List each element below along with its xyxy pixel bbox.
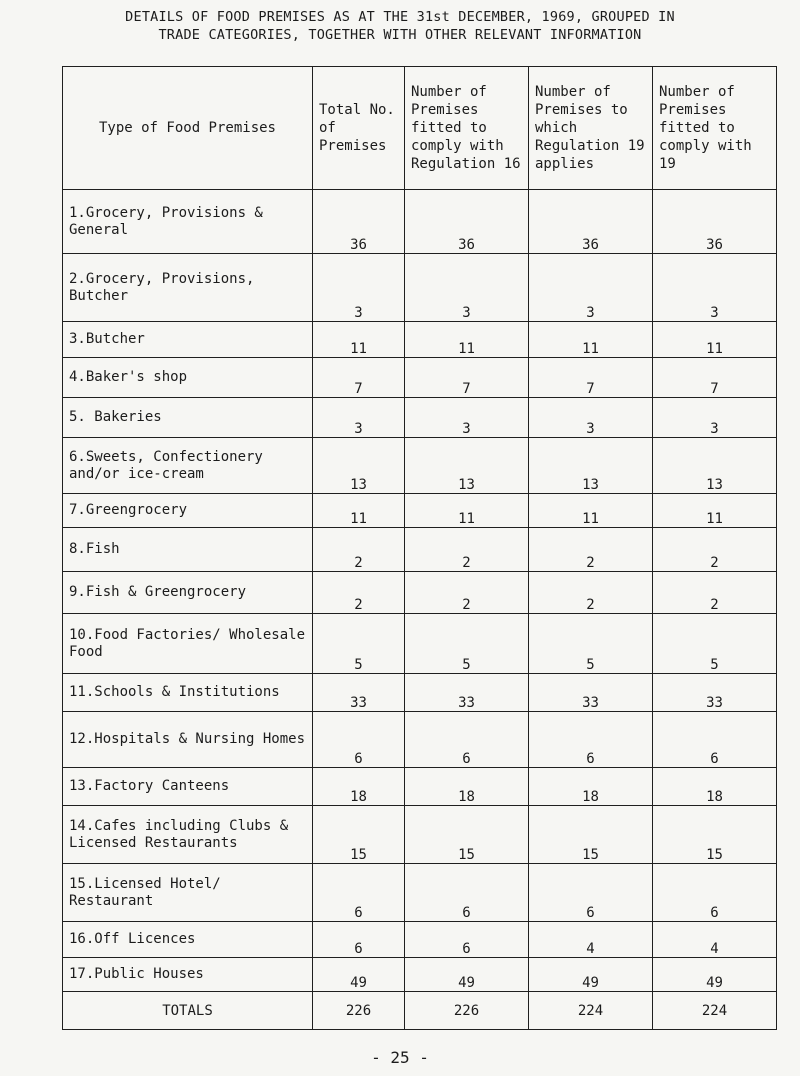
row-value-cell: 2: [313, 572, 405, 614]
table-row: [63, 438, 777, 494]
row-value-cell: 18: [405, 768, 529, 806]
row-value-cell: 7: [653, 358, 777, 398]
row-value-cell: 6: [313, 712, 405, 768]
table-row: [63, 528, 777, 572]
row-value-cell: 2: [405, 528, 529, 572]
document-title: [0, 8, 800, 44]
header-total: Total No. of Premises: [313, 67, 405, 190]
row-value-cell: 13: [529, 438, 653, 494]
row-value-cell: 11: [405, 494, 529, 528]
row-value-cell: 11: [529, 322, 653, 358]
table-row: [63, 254, 777, 322]
row-value-cell: 7: [405, 358, 529, 398]
header-reg16: Number of Premises fitted to comply with Regulation 16: [405, 67, 529, 190]
row-type-cell: 11.Schools & Institutions: [63, 674, 313, 712]
header-reg19-applies: Number of Premises to which Regulation 19 applies: [529, 67, 653, 190]
row-value-cell: 36: [313, 190, 405, 254]
row-value-cell: 6: [653, 864, 777, 922]
row-value-cell: 6: [405, 922, 529, 958]
row-value-cell: 7: [313, 358, 405, 398]
table-row: [63, 614, 777, 674]
row-type-cell: 16.Off Licences: [63, 922, 313, 958]
row-value-cell: 2: [653, 572, 777, 614]
table-row: [63, 674, 777, 712]
row-value-cell: 49: [313, 958, 405, 992]
title-line-1: DETAILS OF FOOD PREMISES AS AT THE 31st DECEMBER, 1969, GROUPED IN: [125, 9, 675, 25]
row-value-cell: 5: [405, 614, 529, 674]
row-value-cell: 4: [529, 922, 653, 958]
row-value-cell: 7: [529, 358, 653, 398]
row-type-cell: 5. Bakeries: [63, 398, 313, 438]
row-value-cell: 5: [313, 614, 405, 674]
row-value-cell: 2: [405, 572, 529, 614]
table-row: [63, 806, 777, 864]
row-value-cell: 6: [313, 922, 405, 958]
table-row: [63, 572, 777, 614]
row-value-cell: 5: [653, 614, 777, 674]
row-value-cell: 6: [405, 864, 529, 922]
table-row: [63, 768, 777, 806]
table-row: [63, 190, 777, 254]
row-type-cell: 15.Licensed Hotel/ Restaurant: [63, 864, 313, 922]
table-row: [63, 958, 777, 992]
title-line-2: TRADE CATEGORIES, TOGETHER WITH OTHER RELEVANT INFORMATION: [158, 27, 642, 43]
totals-value: 224: [529, 992, 653, 1030]
row-value-cell: 3: [653, 254, 777, 322]
row-value-cell: 5: [529, 614, 653, 674]
row-value-cell: 3: [653, 398, 777, 438]
row-type-cell: 8.Fish: [63, 528, 313, 572]
row-value-cell: 2: [313, 528, 405, 572]
totals-value: 224: [653, 992, 777, 1030]
row-value-cell: 2: [529, 528, 653, 572]
header-type: Type of Food Premises: [63, 67, 313, 190]
row-value-cell: 2: [529, 572, 653, 614]
row-value-cell: 11: [313, 494, 405, 528]
row-value-cell: 36: [529, 190, 653, 254]
row-value-cell: 15: [529, 806, 653, 864]
row-value-cell: 49: [405, 958, 529, 992]
table-header-row: [63, 67, 777, 190]
table-row: [63, 358, 777, 398]
row-type-cell: 6.Sweets, Confectionery and/or ice-cream: [63, 438, 313, 494]
row-type-cell: 13.Factory Canteens: [63, 768, 313, 806]
row-type-cell: 12.Hospitals & Nursing Homes: [63, 712, 313, 768]
row-type-cell: 9.Fish & Greengrocery: [63, 572, 313, 614]
row-type-cell: 1.Grocery, Provisions & General: [63, 190, 313, 254]
totals-label: TOTALS: [63, 992, 313, 1030]
table-row: [63, 922, 777, 958]
row-value-cell: 3: [529, 398, 653, 438]
row-value-cell: 2: [653, 528, 777, 572]
row-value-cell: 15: [313, 806, 405, 864]
food-premises-table: [62, 66, 777, 1030]
row-type-cell: 2.Grocery, Provisions, Butcher: [63, 254, 313, 322]
row-type-cell: 17.Public Houses: [63, 958, 313, 992]
row-value-cell: 15: [405, 806, 529, 864]
table-row: [63, 494, 777, 528]
row-value-cell: 6: [529, 712, 653, 768]
row-value-cell: 3: [313, 398, 405, 438]
row-value-cell: 3: [313, 254, 405, 322]
row-value-cell: 3: [405, 254, 529, 322]
row-value-cell: 6: [313, 864, 405, 922]
row-value-cell: 15: [653, 806, 777, 864]
row-value-cell: 49: [529, 958, 653, 992]
row-value-cell: 11: [313, 322, 405, 358]
row-value-cell: 33: [313, 674, 405, 712]
row-value-cell: 6: [653, 712, 777, 768]
page-number: - 25 -: [371, 1048, 429, 1067]
row-value-cell: 33: [529, 674, 653, 712]
row-type-cell: 7.Greengrocery: [63, 494, 313, 528]
row-value-cell: 36: [653, 190, 777, 254]
row-value-cell: 3: [529, 254, 653, 322]
row-value-cell: 11: [653, 494, 777, 528]
row-value-cell: 18: [313, 768, 405, 806]
row-value-cell: 49: [653, 958, 777, 992]
row-value-cell: 18: [653, 768, 777, 806]
table-row: [63, 398, 777, 438]
totals-value: 226: [405, 992, 529, 1030]
row-value-cell: 33: [405, 674, 529, 712]
table-row: [63, 864, 777, 922]
row-value-cell: 3: [405, 398, 529, 438]
header-reg19-fitted: Number of Premises fitted to comply with 19: [653, 67, 777, 190]
totals-value: 226: [313, 992, 405, 1030]
row-type-cell: 10.Food Factories/ Wholesale Food: [63, 614, 313, 674]
row-type-cell: 4.Baker's shop: [63, 358, 313, 398]
table-row: [63, 322, 777, 358]
row-value-cell: 36: [405, 190, 529, 254]
row-value-cell: 6: [405, 712, 529, 768]
row-value-cell: 18: [529, 768, 653, 806]
row-value-cell: 4: [653, 922, 777, 958]
row-value-cell: 33: [653, 674, 777, 712]
row-value-cell: 13: [313, 438, 405, 494]
row-type-cell: 3.Butcher: [63, 322, 313, 358]
row-value-cell: 6: [529, 864, 653, 922]
row-type-cell: 14.Cafes including Clubs & Licensed Restaurants: [63, 806, 313, 864]
row-value-cell: 11: [405, 322, 529, 358]
row-value-cell: 13: [405, 438, 529, 494]
table-row: [63, 712, 777, 768]
row-value-cell: 13: [653, 438, 777, 494]
row-value-cell: 11: [529, 494, 653, 528]
row-value-cell: 11: [653, 322, 777, 358]
totals-row: [63, 992, 777, 1030]
